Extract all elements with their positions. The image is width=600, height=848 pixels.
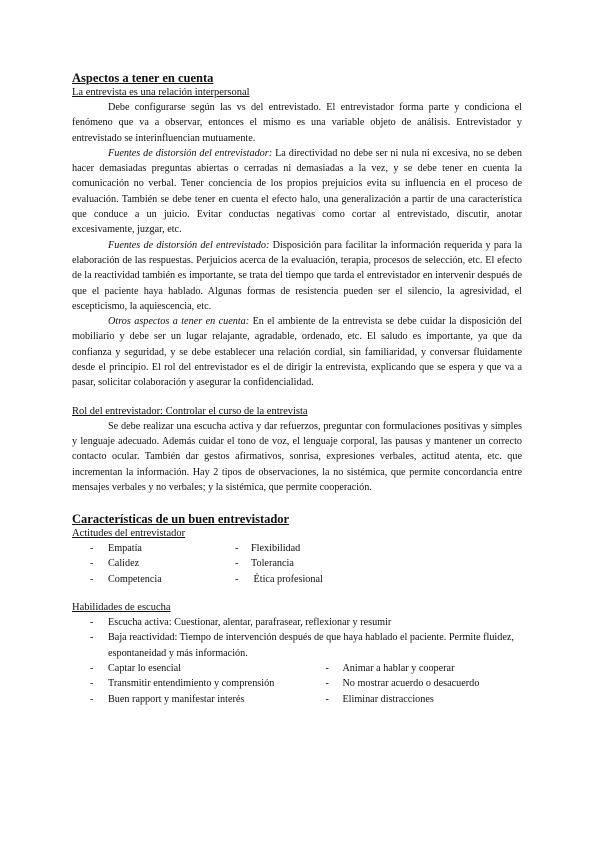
label-interviewee-distortion: Fuentes de distorsión del entrevistado: <box>108 239 270 251</box>
text-interviewee-distortion: Disposición para facilitar la información requerida y para la elaboración de las respuestas. Perjuicios acerca de la evaluación, terapia, procesos de selección, etc. El efecto de la reactividad también es importante, se trata del tiempo que tarda el entrevistador en intervenir después de que el paciente haya hablado. Algunas formas de resistencia pueden ser el silencio, la agresividad, el escepticismo, la aquiescencia, etc. <box>72 239 522 312</box>
document-page <box>72 70 522 707</box>
paragraph-other-aspects <box>72 314 522 390</box>
list-item: - Escucha activa: Cuestionar, alentar, parafrasear, reflexionar y resumir <box>90 617 392 629</box>
list-item: - Baja reactividad: Tiempo de intervención después de que haya hablado el paciente. Permite fluidez, espontaneidad y más información. <box>90 632 514 659</box>
paragraph-interviewer-role: Se debe realizar una escucha activa y dar refuerzos, preguntar con formulaciones positivas y simples y lenguaje adecuado. Además cuidar el tono de voz, el lenguaje corporal, las pausas y mantener un correcto contacto ocular. También dar gestos afirmativos, sonrisa, expresiones verbales, actitud atenta, etc. que incrementan la información. Hay 2 tipos de observaciones, la no sistémica, que permite concordancia entre mensajes verbales y no verbales; y la sistémica, que permite cooperación. <box>72 420 522 493</box>
subtitle-interviewer-role: Rol del entrevistador: Controlar el curso de la entrevista <box>72 405 308 417</box>
paragraph-interviewee-distortion <box>72 238 522 314</box>
section-title-good-interviewer: Características de un buen entrevistador <box>72 512 290 527</box>
list-item: - Competencia - Ética profesional <box>90 573 323 585</box>
list-item: - Calidez - Tolerancia <box>90 558 294 570</box>
skills-list <box>72 615 522 661</box>
list-item: - Transmitir entendimiento y comprensión - No mostrar acuerdo o desacuerdo <box>90 678 480 690</box>
subtitle-interpersonal: La entrevista es una relación interpersonal <box>72 87 250 98</box>
list-item: - Captar lo esencial - Animar a hablar y cooperar <box>90 662 455 674</box>
paragraph-interviewer-distortion <box>72 146 522 238</box>
label-other-aspects: Otros aspectos a tener en cuenta: <box>108 316 250 328</box>
subtitle-listening-skills: Habilidades de escucha <box>72 602 171 614</box>
label-interviewer-distortion: Fuentes de distorsión del entrevistador: <box>108 147 273 159</box>
skills-two-column <box>72 661 522 707</box>
text-interviewer-distortion: La directividad no debe ser ni nula ni excesiva, no se deben hacer demasiadas preguntas abiertas o cerradas ni demasiadas a la vez, y se debe tener en cuenta la comunicación no verbal. Tener conciencia de los propios prejuicios evita su influencia en el proceso de evaluación. También se debe tener en cuenta el efecto halo, una generalización a partir de una característica que conduce a un juicio. Evitar conductas negativas como cortar al entrevistado, discutir, anotar excesivamente, juzgar, etc. <box>72 147 522 236</box>
list-item: - Empatía - Flexibilidad <box>90 543 301 555</box>
paragraph-configuration: Debe configurarse según las vs del entrevistado. El entrevistador forma parte y condiciona el fenómeno que va a observar, entonces el mismo es una variable objeto de análisis. Entrevistador y entrevistado se interinfluencian mutuamente. <box>72 102 522 144</box>
subtitle-attitudes: Actitudes del entrevistador <box>72 528 186 540</box>
section-title-aspects: Aspectos a tener en cuenta <box>72 71 214 85</box>
text-other-aspects: En el ambiente de la entrevista se debe cuidar la disposición del mobiliario y debe ser un lugar relajante, agradable, ordenado, etc. El saludo es importante, ya que da confianza y seguridad, y se debe establecer una relación cordial, sin familiaridad, y conversar fluidamente desde el principio. El rol del entrevistador es el de dirigir la entrevista, explicando que se espera y que va a pasar, solicitar colaboración y asegurar la confidencialidad. <box>72 316 522 389</box>
attitudes-list <box>72 541 522 587</box>
list-item: - Buen rapport y manifestar interés - Eliminar distracciones <box>90 693 434 705</box>
